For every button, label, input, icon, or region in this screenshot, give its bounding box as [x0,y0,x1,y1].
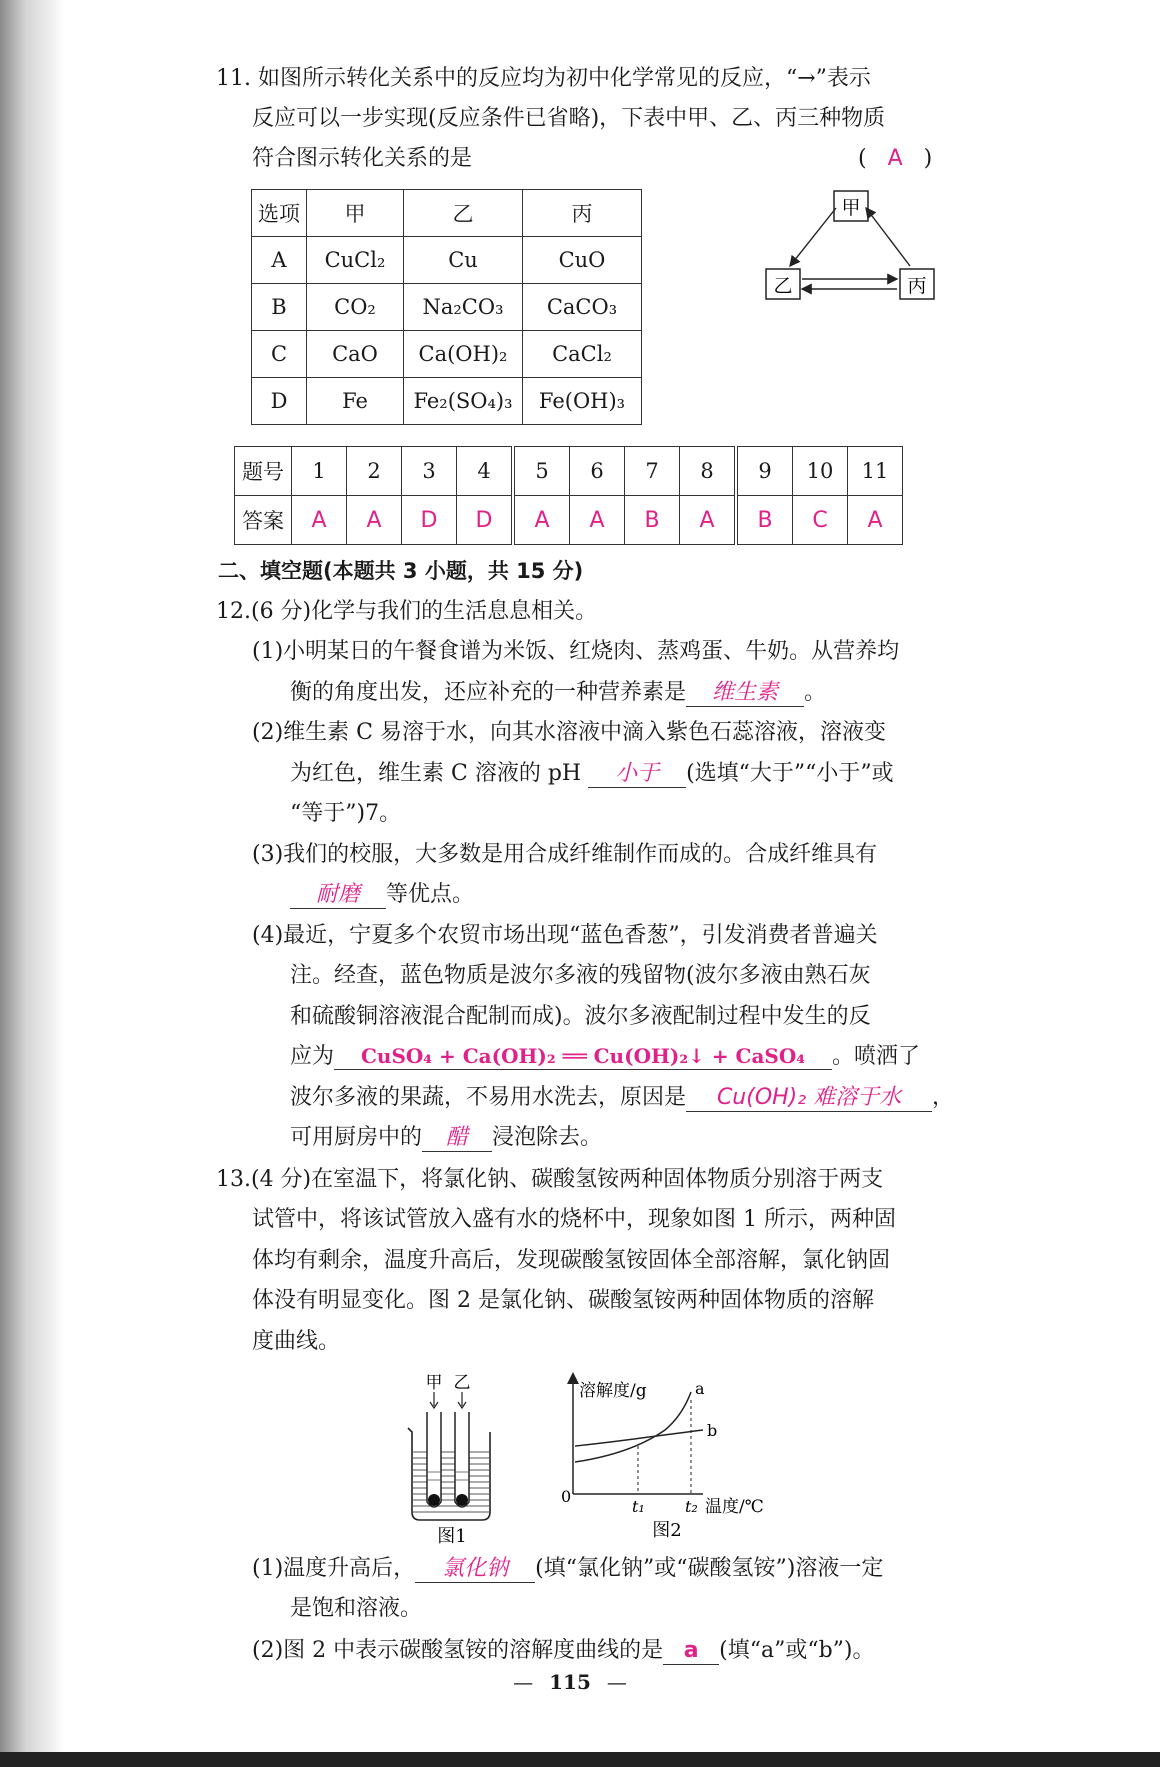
table-header: 乙 [404,190,523,237]
figure-1-beaker [400,1372,510,1544]
figure-1-caption: 图1 [437,1526,467,1544]
answer-cell: A [292,496,347,545]
curve-a [575,1392,691,1462]
curve-a-label: a [695,1379,705,1398]
table-header-row [252,190,642,237]
table-cell: Cu [404,237,523,284]
table-cell: CO₂ [307,284,404,331]
text: (填“氯化钠”或“碳酸氢铵”)溶液一定 [535,1556,884,1581]
equation-blank: CuSO₄ + Ca(OH)₂ ══ Cu(OH)₂↓ + CaSO₄ [334,1043,832,1070]
text: 。 [804,680,827,705]
q12-p1-line-1: (1)小明某日的午餐食谱为米饭、红烧肉、蒸鸡蛋、牛奶。从营养均 [252,639,900,664]
q12-p3-line-2 [290,880,474,910]
table-cell: CuO [523,237,642,284]
q13-line-2: 试管中，将该试管放入盛有水的烧杯中，现象如图 1 所示，两种固 [252,1207,896,1232]
q12-p4-line-4 [290,1042,920,1072]
q12-p4-line-1: (4)最近，宁夏多个农贸市场出现“蓝色香葱”，引发消费者普遍关 [252,923,878,948]
q13-s2-line [252,1636,875,1666]
text: 衡的角度出发，还应补充的一种营养素是 [290,680,687,705]
y-axis-label: 溶解度/g [579,1381,647,1401]
q11-answer: A [887,146,903,171]
answer-blank: 小于 [588,761,686,788]
curve-b-label: b [707,1421,718,1440]
text: (1)温度升高后， [252,1556,416,1581]
table-cell: CaO [307,331,404,378]
answer-blank: a [663,1638,719,1665]
page-number-value: 115 [549,1670,591,1694]
answer-cell: C [793,496,848,545]
page-number [510,1670,630,1694]
origin-label: 0 [561,1487,572,1506]
question-number: 2 [347,447,402,496]
tube-label-yi: 乙 [453,1373,471,1393]
question-number: 5 [513,447,570,496]
table-header: 选项 [252,190,307,237]
table-cell: B [252,284,307,331]
answer-blank: 维生素 [686,680,804,707]
t1-label: t₁ [632,1497,645,1516]
table-cell: CaCO₃ [523,284,642,331]
question-number: 6 [570,447,625,496]
answer-blank: 醋 [422,1125,492,1152]
question-number: 8 [680,447,737,496]
figure-2-solubility-chart [555,1372,785,1544]
answer-cell: A [848,496,903,545]
q11-answer-bracket [858,144,932,174]
table-cell: A [252,237,307,284]
answer-blank: 耐磨 [290,882,386,909]
text: 可用厨房中的 [290,1125,423,1150]
tube-label-jia: 甲 [425,1373,443,1393]
q13-line-4: 体没有明显变化。图 2 是氯化钠、碳酸氢铵两种固体物质的溶解 [252,1288,874,1313]
q12-p4-line-3: 和硫酸铜溶液混合配制而成)。波尔多液配制过程中发生的反 [290,1004,871,1029]
question-number: 7 [625,447,680,496]
t2-label: t₂ [685,1497,698,1516]
figure-2-caption: 图2 [652,1520,682,1541]
node-bing: 丙 [907,275,927,297]
table-row [252,378,642,425]
question-number: 4 [457,447,514,496]
q12-p4-line-6 [290,1123,602,1153]
text: 应为 [290,1044,335,1069]
text: 等优点。 [386,882,475,907]
q13-line-3: 体均有剩余，温度升高后，发现碳酸氢铵固体全部溶解，氯化钠固 [252,1248,891,1273]
answer-cell: B [625,496,680,545]
answer-key-answer-row [235,496,903,545]
q11-line-2: 反应可以一步实现(反应条件已省略)，下表中甲、乙、丙三种物质 [252,106,886,131]
text: (填“a”或“b”)。 [719,1638,875,1663]
table-cell: D [252,378,307,425]
question-number: 1 [292,447,347,496]
q13-line-1: 13.(4 分)在室温下，将氯化钠、碳酸氢铵两种固体物质分别溶于两支 [216,1167,884,1192]
answer-key-table [234,446,903,545]
question-number: 11 [848,447,903,496]
answer-cell: A [513,496,570,545]
answer-cell: D [457,496,514,545]
q12-p2-line-1: (2)维生素 C 易溶于水，向其水溶液中滴入紫色石蕊溶液，溶液变 [252,720,886,745]
question-number: 3 [402,447,457,496]
bottom-bar [0,1752,1160,1767]
q12-p1-line-2 [290,678,826,708]
node-jia: 甲 [841,197,861,219]
table-header: 丙 [523,190,642,237]
table-row [252,331,642,378]
q12-p2-line-3: “等于”)7。 [290,801,402,826]
answer-key-label: 题号 [235,447,292,496]
text: ， [932,1085,955,1110]
table-cell: CuCl₂ [307,237,404,284]
answer-cell: A [570,496,625,545]
table-cell: C [252,331,307,378]
q12-p3-line-1: (3)我们的校服，大多数是用合成纤维制作而成的。合成纤维具有 [252,842,878,867]
table-row [252,284,642,331]
q11-transformation-diagram [760,186,940,306]
answer-cell: A [680,496,737,545]
answer-key-label: 答案 [235,496,292,545]
answer-key-number-row [235,447,903,496]
answer-cell: A [347,496,402,545]
q12-p2-line-2 [290,759,894,789]
answer-cell: B [736,496,793,545]
table-cell: Fe [307,378,404,425]
question-number: 10 [793,447,848,496]
curve-b [575,1430,703,1446]
question-number: 9 [736,447,793,496]
text: 。喷洒了 [832,1044,921,1069]
page-dash-right: — [606,1670,627,1694]
q11-line-3: 符合图示转化关系的是 [252,146,473,171]
table-cell: Na₂CO₃ [404,284,523,331]
page-dash-left: — [513,1670,534,1694]
text: 波尔多液的果蔬，不易用水洗去，原因是 [290,1085,687,1110]
answer-blank: Cu(OH)₂ 难溶于水 [686,1085,932,1112]
q12-p4-line-2: 注。经查，蓝色物质是波尔多液的残留物(波尔多液由熟石灰 [290,963,871,988]
q13-s1-line-1 [252,1554,883,1584]
text: (2)图 2 中表示碳酸氢铵的溶解度曲线的是 [252,1638,664,1663]
q13-line-5: 度曲线。 [252,1329,341,1354]
q13-s1-line-2: 是饱和溶液。 [290,1596,423,1621]
paren-open: ( [858,146,867,171]
text: 为红色，维生素 C 溶液的 pH [290,761,582,786]
table-cell: Fe(OH)₃ [523,378,642,425]
q11-line-1: 11. 如图所示转化关系中的反应均为初中化学常见的反应，“→”表示 [216,66,871,91]
text: (选填“大于”“小于”或 [686,761,894,786]
q12-p4-line-5 [290,1083,954,1113]
q11-options-table [251,189,642,425]
answer-cell: D [402,496,457,545]
table-header: 甲 [307,190,404,237]
paren-close: ) [923,146,933,171]
table-cell: Fe₂(SO₄)₃ [404,378,523,425]
q12-intro: 12.(6 分)化学与我们的生活息息相关。 [216,599,598,624]
node-yi: 乙 [773,275,793,297]
answer-blank: 氯化钠 [415,1556,535,1583]
table-row [252,237,642,284]
page-edge-shadow [0,0,64,1767]
table-cell: Ca(OH)₂ [404,331,523,378]
table-cell: CaCl₂ [523,331,642,378]
section-title: 二、填空题(本题共 3 小题，共 15 分) [218,559,584,583]
x-axis-label: 温度/℃ [705,1497,764,1517]
text: 浸泡除去。 [492,1125,603,1150]
